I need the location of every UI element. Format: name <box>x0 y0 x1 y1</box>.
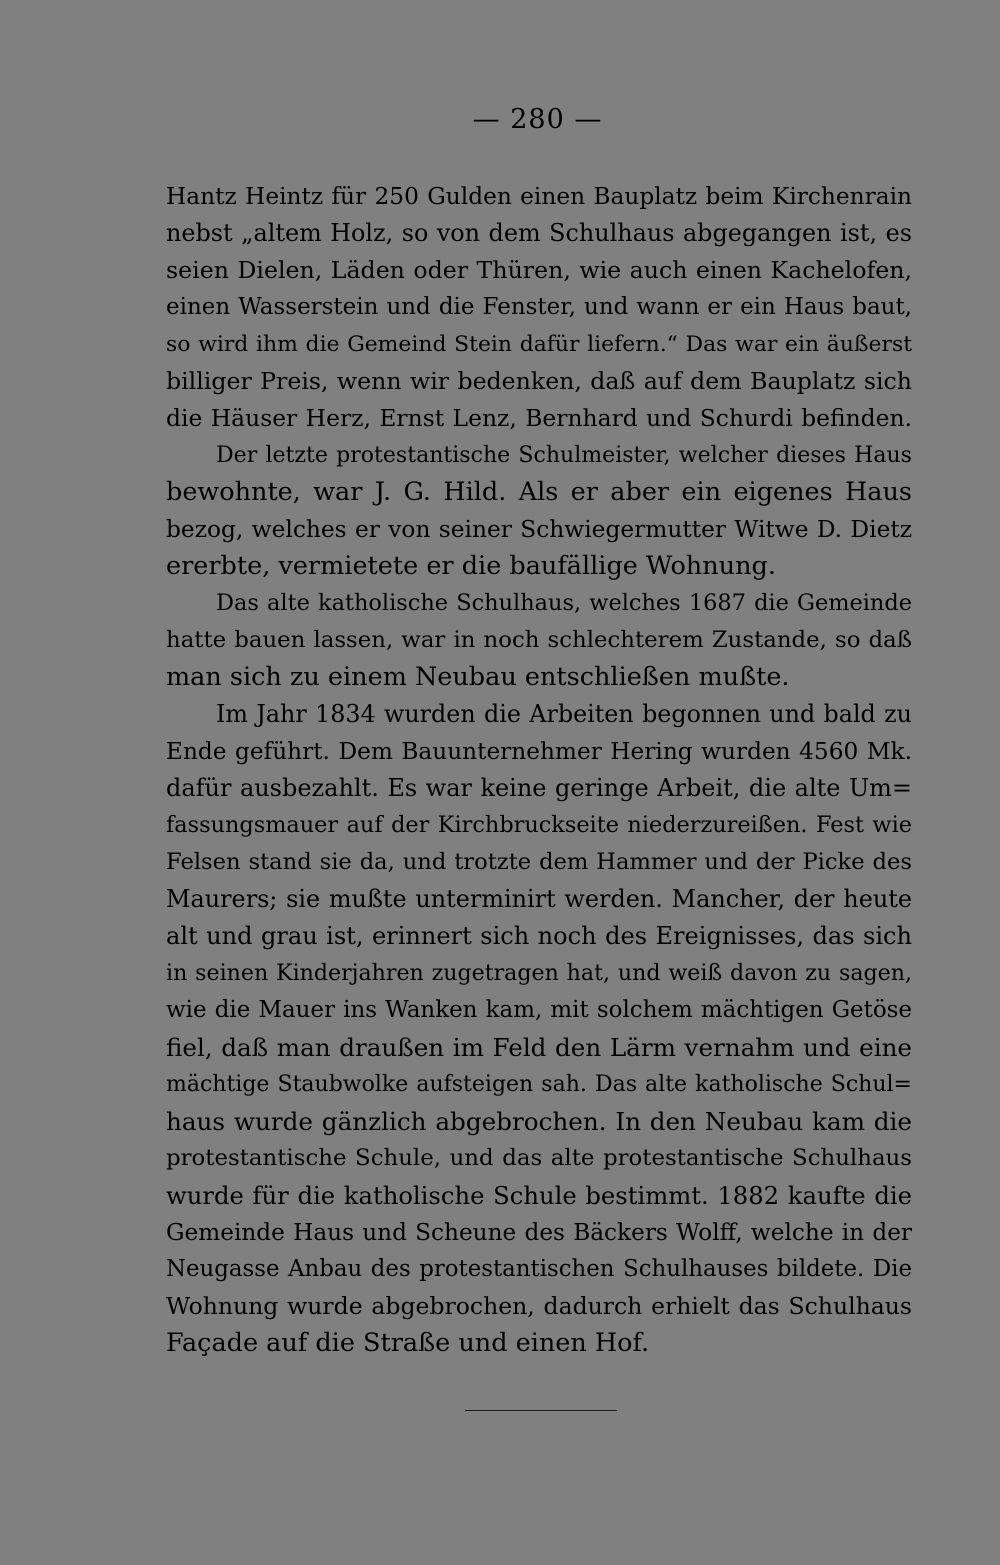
text-line: Der letzte protestantische Schulmeister, welcher dieses Haus <box>216 443 912 468</box>
text-line: Maurers; sie mußte unterminirt werden. Mancher, der heute <box>166 885 912 913</box>
text-line: fiel, daß man draußen im Feld den Lärm vernahm und eine <box>166 1033 912 1062</box>
text-line: mächtige Staubwolke aufsteigen sah. Das alte katholische Schul= <box>166 1072 912 1097</box>
text-line: Hantz Heintz für 250 Gulden einen Bauplatz beim Kirchenrain <box>166 183 912 210</box>
text-line: so wird ihm die Gemeind Stein dafür liefern.“ Das war ein äußerst <box>166 332 912 357</box>
text-line: Wohnung wurde abgebrochen, dadurch erhielt das Schulhaus <box>166 1292 912 1320</box>
text-line: hatte bauen lassen, war in noch schlechterem Zustande, so daß <box>166 627 912 653</box>
text-line: haus wurde gänzlich abgebrochen. In den Neubau kam die <box>166 1107 912 1136</box>
text-line: billiger Preis, wenn wir bedenken, daß auf dem Bauplatz sich <box>166 367 912 395</box>
text-line: ererbte, vermietete er die baufällige Wohnung. <box>166 551 776 581</box>
text-line: einen Wasserstein und die Fenster, und wann er ein Haus baut, <box>166 294 912 320</box>
text-line: protestantische Schule, und das alte protestantische Schulhaus <box>166 1145 912 1171</box>
text-line: in seinen Kinderjahren zugetragen hat, und weiß davon zu sagen, <box>166 960 912 986</box>
text-line: bezog, welches er von seiner Schwiegermutter Witwe D. Dietz <box>166 516 912 543</box>
section-end-rule <box>465 1410 617 1411</box>
body-text <box>166 178 912 1362</box>
text-line: Ende geführt. Dem Bauunternehmer Hering wurden 4560 Mk. <box>166 738 912 765</box>
text-line: Neugasse Anbau des protestantischen Schulhauses bildete. Die <box>166 1256 912 1282</box>
page-number: — 280 — <box>472 104 603 135</box>
text-line: nebst „altem Holz, so von dem Schulhaus abgegangen ist, es <box>166 219 912 247</box>
text-line: dafür ausbezahlt. Es war keine geringe Arbeit, die alte Um= <box>166 774 912 802</box>
text-line: Im Jahr 1834 wurden die Arbeiten begonnen und bald zu <box>216 700 912 728</box>
text-line: Façade auf die Straße und einen Hof. <box>166 1328 650 1358</box>
text-line: alt und grau ist, erinnert sich noch des Ereignisses, das sich <box>166 922 912 950</box>
text-line: Felsen stand sie da, und trotzte dem Hammer und der Picke des <box>166 849 912 875</box>
text-line: die Häuser Herz, Ernst Lenz, Bernhard und Schurdi befinden. <box>166 404 912 432</box>
text-line: seien Dielen, Läden oder Thüren, wie auch einen Kachelofen, <box>166 256 912 284</box>
text-line: man sich zu einem Neubau entschließen mußte. <box>166 662 790 692</box>
text-line: wie die Mauer ins Wanken kam, mit solchem mächtigen Getöse <box>166 997 912 1023</box>
text-line: Gemeinde Haus und Scheune des Bäckers Wolff, welche in der <box>166 1219 912 1246</box>
text-line: fassungsmauer auf der Kirchbruckseite niederzureißen. Fest wie <box>166 812 912 838</box>
text-line: Das alte katholische Schulhaus, welches 1687 die Gemeinde <box>216 590 912 616</box>
text-line: wurde für die katholische Schule bestimmt. 1882 kaufte die <box>166 1181 912 1210</box>
text-line: bewohnte, war J. G. Hild. Als er aber ein eigenes Haus <box>166 477 912 507</box>
